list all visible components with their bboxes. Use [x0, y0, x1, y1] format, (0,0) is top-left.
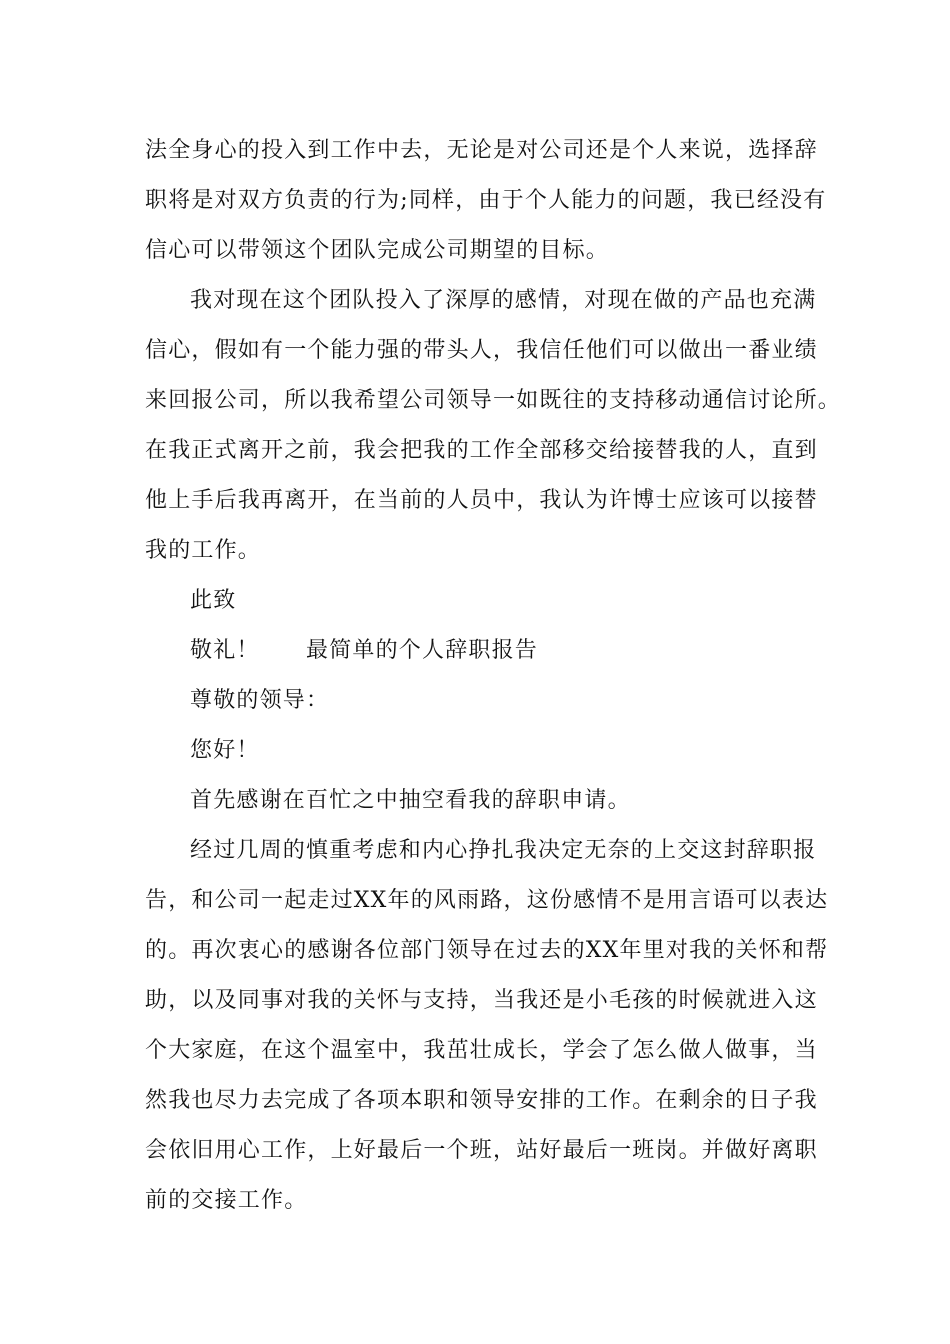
body-line: 法全身心的投入到工作中去，无论是对公司还是个人来说，选择辞	[145, 138, 818, 163]
body-line: 职将是对双方负责的行为;同样，由于个人能力的问题，我已经没有	[145, 188, 827, 213]
body-line: 个大家庭，在这个温室中，我茁壮成长，学会了怎么做人做事，当	[145, 1038, 818, 1063]
body-line: 在我正式离开之前，我会把我的工作全部移交给接替我的人，直到	[145, 438, 818, 463]
regards-and-title-line: 敬礼！ 最简单的个人辞职报告	[190, 638, 539, 663]
body-line: 来回报公司，所以我希望公司领导一如既往的支持移动通信讨论所。	[145, 388, 842, 413]
body-line: 信心可以带领这个团队完成公司期望的目标。	[145, 238, 610, 263]
body-line: 前的交接工作。	[145, 1188, 308, 1213]
body-line: 他上手后我再离开，在当前的人员中，我认为许博士应该可以接替	[145, 488, 818, 513]
body-line: 会依旧用心工作，上好最后一个班，站好最后一班岗。并做好离职	[145, 1138, 818, 1163]
body-line: 信心，假如有一个能力强的带头人，我信任他们可以做出一番业绩	[145, 338, 818, 363]
body-line: 我的工作。	[145, 538, 262, 563]
salutation-line: 尊敬的领导：	[190, 688, 330, 713]
body-line: 助，以及同事对我的关怀与支持，当我还是小毛孩的时候就进入这	[145, 988, 818, 1013]
body-line: 我对现在这个团队投入了深厚的感情，对现在做的产品也充满	[190, 288, 817, 313]
body-line: 然我也尽力去完成了各项本职和领导安排的工作。在剩余的日子我	[145, 1088, 818, 1113]
body-line: 的。再次衷心的感谢各位部门领导在过去的XX年里对我的关怀和帮	[145, 938, 829, 963]
body-line: 告，和公司一起走过XX年的风雨路，这份感情不是用言语可以表达	[145, 888, 829, 913]
greeting-line: 您好！	[190, 738, 260, 763]
closing-line: 此致	[190, 588, 237, 613]
body-line: 首先感谢在百忙之中抽空看我的辞职申请。	[190, 788, 631, 813]
body-line: 经过几周的慎重考虑和内心挣扎我决定无奈的上交这封辞职报	[190, 838, 817, 863]
